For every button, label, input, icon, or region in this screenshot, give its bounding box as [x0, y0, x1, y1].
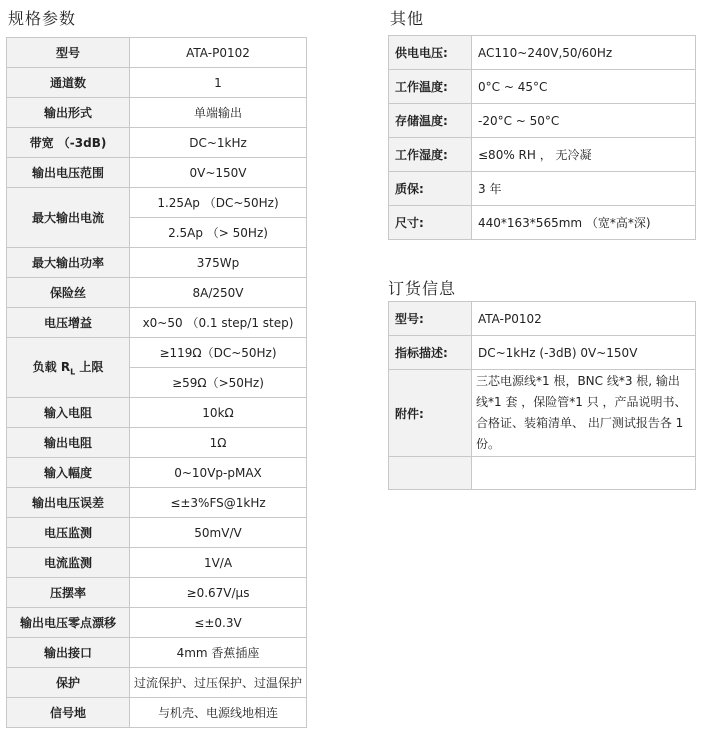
spec-value: 单端输出	[130, 98, 307, 128]
spec-label: 输入电阻	[7, 398, 130, 428]
spec-value: 2.5Ap （> 50Hz)	[130, 218, 307, 248]
other-label: 工作温度:	[389, 70, 472, 104]
spec-value: 1.25Ap （DC~50Hz)	[130, 188, 307, 218]
other-value: 0°C ~ 45°C	[472, 70, 696, 104]
spec-label: 通道数	[7, 68, 130, 98]
table-row	[7, 128, 307, 158]
table-row	[7, 668, 307, 698]
order-label: 型号:	[389, 302, 472, 336]
table-row	[7, 428, 307, 458]
spec-value: DC~1kHz	[130, 128, 307, 158]
table-row	[7, 518, 307, 548]
table-row	[7, 248, 307, 278]
table-row	[7, 488, 307, 518]
spec-section-title: 规格参数	[8, 9, 77, 28]
spec-value: ≤±0.3V	[130, 608, 307, 638]
table-row	[7, 338, 307, 368]
other-section-title: 其他	[390, 9, 425, 28]
spec-label: 输出电压零点漂移	[7, 608, 130, 638]
spec-label: 带宽 （-3dB)	[7, 128, 130, 158]
spec-table	[6, 37, 307, 728]
spec-value: 1	[130, 68, 307, 98]
order-table	[388, 301, 696, 490]
table-row	[389, 172, 696, 206]
spec-value: ATA-P0102	[130, 38, 307, 68]
table-row	[7, 98, 307, 128]
spec-value: ≥119Ω（DC~50Hz)	[130, 338, 307, 368]
other-value: AC110~240V,50/60Hz	[472, 36, 696, 70]
other-table	[388, 35, 696, 240]
spec-label: 压摆率	[7, 578, 130, 608]
table-row	[7, 278, 307, 308]
spec-value: 1V/A	[130, 548, 307, 578]
spec-value: 10kΩ	[130, 398, 307, 428]
spec-label-post: 上限	[75, 360, 104, 375]
spec-label: 信号地	[7, 698, 130, 728]
order-value: ATA-P0102	[472, 302, 696, 336]
spec-label	[7, 338, 130, 398]
table-row	[389, 104, 696, 138]
other-value: -20°C ~ 50°C	[472, 104, 696, 138]
spec-value: 0~10Vp-pMAX	[130, 458, 307, 488]
spec-value: x0~50 （0.1 step/1 step)	[130, 308, 307, 338]
spec-label: 输出接口	[7, 638, 130, 668]
spec-value: 4mm 香蕉插座	[130, 638, 307, 668]
spec-label: 保险丝	[7, 278, 130, 308]
table-row	[7, 608, 307, 638]
order-label: 指标描述:	[389, 336, 472, 370]
spec-label: 型号	[7, 38, 130, 68]
other-label: 尺寸:	[389, 206, 472, 240]
order-value: 三芯电源线*1 根，BNC 线*3 根, 输出线*1 套 ，保险管*1 只 ，产品说明书、合格证、装箱清单、 出厂测试报告各 1 份。	[472, 370, 696, 457]
spec-label: 输出电压误差	[7, 488, 130, 518]
table-row	[389, 302, 696, 336]
other-label: 供电电压:	[389, 36, 472, 70]
table-row	[7, 698, 307, 728]
table-row	[389, 457, 696, 490]
spec-value: ≤±3%FS@1kHz	[130, 488, 307, 518]
table-row	[389, 370, 696, 457]
spec-label: 输出电压范围	[7, 158, 130, 188]
table-row	[389, 336, 696, 370]
other-label: 存储温度:	[389, 104, 472, 138]
other-label: 工作湿度:	[389, 138, 472, 172]
spec-label: 保护	[7, 668, 130, 698]
table-row	[389, 70, 696, 104]
table-row	[7, 188, 307, 218]
other-value: 3 年	[472, 172, 696, 206]
spec-label-sub: L	[70, 367, 76, 377]
order-label: 附件:	[389, 370, 472, 457]
table-row	[7, 158, 307, 188]
spec-value: 过流保护、过压保护、过温保护	[130, 668, 307, 698]
spec-value: 50mV/V	[130, 518, 307, 548]
table-row	[389, 138, 696, 172]
other-value: ≤80% RH ， 无冷凝	[472, 138, 696, 172]
table-row	[389, 36, 696, 70]
spec-label: 电压监测	[7, 518, 130, 548]
spec-label: 输入幅度	[7, 458, 130, 488]
spec-label: 输出电阻	[7, 428, 130, 458]
other-value: 440*163*565mm （宽*高*深)	[472, 206, 696, 240]
spec-value: 0V~150V	[130, 158, 307, 188]
spec-value: 8A/250V	[130, 278, 307, 308]
spec-label: 输出形式	[7, 98, 130, 128]
table-row	[7, 578, 307, 608]
other-label: 质保:	[389, 172, 472, 206]
table-row	[7, 308, 307, 338]
order-section-title: 订货信息	[388, 279, 457, 298]
table-row	[7, 458, 307, 488]
spec-label: 电流监测	[7, 548, 130, 578]
table-row	[389, 206, 696, 240]
spec-label: 最大输出功率	[7, 248, 130, 278]
spec-value: 与机壳、电源线地相连	[130, 698, 307, 728]
order-label	[389, 457, 472, 490]
spec-value: ≥59Ω（>50Hz)	[130, 368, 307, 398]
table-row	[7, 638, 307, 668]
spec-value: ≥0.67V/μs	[130, 578, 307, 608]
order-value: DC~1kHz (-3dB) 0V~150V	[472, 336, 696, 370]
table-row	[7, 548, 307, 578]
table-row	[7, 38, 307, 68]
table-row	[7, 68, 307, 98]
spec-label-pre: 负载 R	[32, 360, 71, 375]
table-row	[7, 398, 307, 428]
order-value	[472, 457, 696, 490]
spec-value: 1Ω	[130, 428, 307, 458]
spec-label: 最大输出电流	[7, 188, 130, 248]
spec-label: 电压增益	[7, 308, 130, 338]
spec-value: 375Wp	[130, 248, 307, 278]
